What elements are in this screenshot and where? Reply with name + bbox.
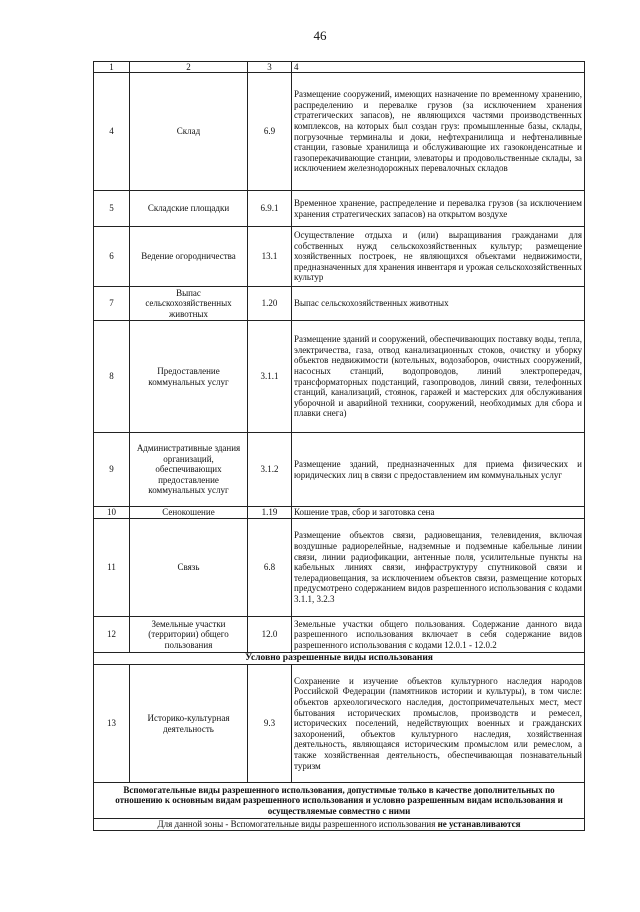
header-col-2: 2 — [130, 62, 248, 73]
land-use-table — [93, 61, 585, 831]
use-type-code: 6.9 — [248, 73, 292, 191]
use-type-name: Выпас сельскохозяйственных животных — [130, 287, 248, 321]
aux-section-row — [94, 783, 585, 819]
row-number: 9 — [94, 433, 130, 507]
row-number: 8 — [94, 321, 130, 433]
use-type-name: Историко-культурная деятельность — [130, 665, 248, 783]
table-row — [94, 433, 585, 507]
table-row — [94, 519, 585, 617]
use-type-code: 12.0 — [248, 617, 292, 653]
header-col-3: 3 — [248, 62, 292, 73]
use-type-description: Временное хранение, распределение и перевалка грузов (за исключением хранения стратегических запасов) на открытом воздухе — [292, 191, 585, 227]
table-row — [94, 321, 585, 433]
table-row — [94, 73, 585, 191]
use-type-name: Складские площадки — [130, 191, 248, 227]
aux-uses-heading: Вспомогательные виды разрешенного использования, допустимые только в качестве дополнительных по отношению к основным видам разрешенного использования и условно разрешенным видам использования и осуществляемые совместно с ними — [94, 783, 585, 819]
row-number: 6 — [94, 227, 130, 287]
use-type-description: Земельные участки общего пользования. Содержание данного вида разрешенного использования включает в себя содержание видов разрешенного использования с кодами 12.0.1 - 12.0.2 — [292, 617, 585, 653]
table-row — [94, 287, 585, 321]
use-type-description: Кошение трав, сбор и заготовка сена — [292, 507, 585, 519]
use-type-description: Осуществление отдыха и (или) выращивания гражданами для собственных нужд сельскохозяйственных культур; размещение хозяйственных построек, не являющихся объектами недвижимости, предназначенных для хранения инвентаря и урожая сельскохозяйственных культур — [292, 227, 585, 287]
use-type-name: Сенокошение — [130, 507, 248, 519]
use-type-name: Предоставление коммунальных услуг — [130, 321, 248, 433]
use-type-name: Ведение огородничества — [130, 227, 248, 287]
use-type-code: 6.9.1 — [248, 191, 292, 227]
row-number: 11 — [94, 519, 130, 617]
use-type-code: 6.8 — [248, 519, 292, 617]
use-type-code: 3.1.2 — [248, 433, 292, 507]
section-row — [94, 653, 585, 665]
table-row — [94, 507, 585, 519]
use-type-name: Земельные участки (территории) общего пользования — [130, 617, 248, 653]
use-type-code: 3.1.1 — [248, 321, 292, 433]
use-type-code: 9.3 — [248, 665, 292, 783]
table-row — [94, 227, 585, 287]
row-number: 5 — [94, 191, 130, 227]
use-type-name: Административные здания организаций, обеспечивающих предоставление коммунальных услуг — [130, 433, 248, 507]
header-col-1: 1 — [94, 62, 130, 73]
use-type-description: Сохранение и изучение объектов культурного наследия народов Российской Федерации (памятников истории и культуры), в том числе: объектов археологического наследия, достопримечательных мест, мест бытования исторических промыслов, производств и ремесел, исторических поселений, недействующих военных и гражданских захоронений, объектов культурного наследия, хозяйственная деятельность, являющаяся историческим промыслом или ремеслом, а также хозяйственная деятельность, обеспечивающая познавательный туризм — [292, 665, 585, 783]
use-type-name: Связь — [130, 519, 248, 617]
zone-note-row — [94, 819, 585, 831]
use-type-description: Размещение зданий, предназначенных для приема физических и юридических лиц в связи с предоставлением им коммунальных услуг — [292, 433, 585, 507]
row-number: 13 — [94, 665, 130, 783]
zone-note — [94, 819, 585, 831]
zone-note-text: Для данной зоны - Вспомогательные виды разрешенного использования — [157, 819, 436, 830]
row-number: 10 — [94, 507, 130, 519]
use-type-description: Размещение зданий и сооружений, обеспечивающих поставку воды, тепла, электричества, газа, отвод канализационных стоков, очистку и уборку объектов недвижимости (котельных, водозаборов, очистных сооружений, насосных станций, водопроводов, линий электропередач, трансформаторных подстанций, газопроводов, линий связи, телефонных станций, канализаций, стоянок, гаражей и мастерских для обслуживания уборочной и аварийной техники, сооружений, необходимых для сбора и плавки снега) — [292, 321, 585, 433]
table-row — [94, 617, 585, 653]
use-type-description: Размещение сооружений, имеющих назначение по временному хранению, распределению и перевалке грузов (за исключением хранения стратегических запасов), не являющихся частями производственных комплексов, на которых был создан груз: промышленные базы, склады, погрузочные терминалы и доки, нефтехранилища и нефтеналивные станции, газовые хранилища и обслуживающие их газоконденсатные и газоперекачивающие станции, элеваторы и продовольственные склады, за исключением железнодорожных перевалочных складов — [292, 73, 585, 191]
page-number: 46 — [313, 28, 327, 43]
table-header-row — [94, 62, 585, 73]
use-type-code: 13.1 — [248, 227, 292, 287]
row-number: 4 — [94, 73, 130, 191]
use-type-code: 1.20 — [248, 287, 292, 321]
use-type-code: 1.19 — [248, 507, 292, 519]
section-conditional-heading: Условно разрешенные виды использования — [94, 653, 585, 665]
use-type-description: Размещение объектов связи, радиовещания, телевидения, включая воздушные радиорелейные, надземные и подземные кабельные линии связи, линии радиофикации, антенные поля, усилительные пункты на кабельных линиях связи, инфраструктуру спутниковой связи и телерадиовещания, за исключением объектов связи, размещение которых предусмотрено содержанием видов разрешенного использования с кодами 3.1.1, 3.2.3 — [292, 519, 585, 617]
table-row — [94, 191, 585, 227]
header-col-4: 4 — [292, 62, 585, 73]
table-row — [94, 665, 585, 783]
row-number: 7 — [94, 287, 130, 321]
use-type-name: Склад — [130, 73, 248, 191]
zone-note-emphasis: не устанавливаются — [437, 819, 521, 830]
use-type-description: Выпас сельскохозяйственных животных — [292, 287, 585, 321]
row-number: 12 — [94, 617, 130, 653]
